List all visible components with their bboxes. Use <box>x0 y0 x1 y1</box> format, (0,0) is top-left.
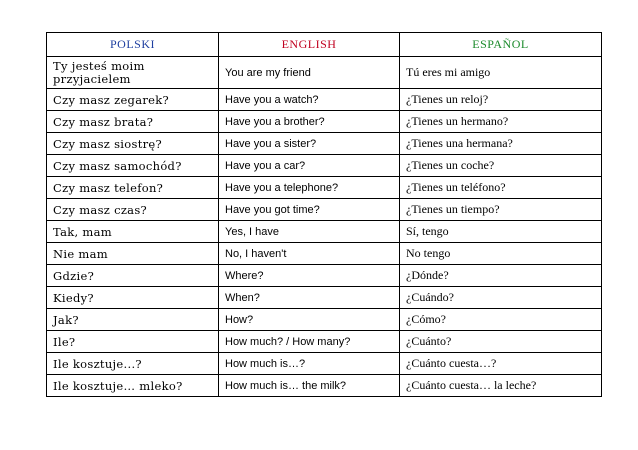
cell-english: No, I haven't <box>219 243 400 265</box>
table-row <box>47 265 602 287</box>
table-row <box>47 221 602 243</box>
cell-polski: Tak, mam <box>47 221 219 243</box>
table-row <box>47 89 602 111</box>
cell-polski: Czy masz siostrę? <box>47 133 219 155</box>
table-row <box>47 331 602 353</box>
cell-espanol: ¿Tienes un teléfono? <box>400 177 602 199</box>
cell-polski: Ty jesteś moim przyjacielem <box>47 57 219 89</box>
cell-espanol: ¿Tienes un tiempo? <box>400 199 602 221</box>
cell-english: Have you a sister? <box>219 133 400 155</box>
cell-polski: Ile? <box>47 331 219 353</box>
cell-polski: Czy masz telefon? <box>47 177 219 199</box>
cell-polski: Gdzie? <box>47 265 219 287</box>
cell-english: Where? <box>219 265 400 287</box>
table-row <box>47 309 602 331</box>
cell-espanol: ¿Tienes un hermano? <box>400 111 602 133</box>
table-row <box>47 177 602 199</box>
cell-espanol: ¿Cuándo? <box>400 287 602 309</box>
cell-polski: Jak? <box>47 309 219 331</box>
cell-polski: Czy masz zegarek? <box>47 89 219 111</box>
cell-espanol: ¿Dónde? <box>400 265 602 287</box>
cell-polski: Czy masz brata? <box>47 111 219 133</box>
cell-espanol: Tú eres mi amigo <box>400 57 602 89</box>
header-espanol: ESPAÑOL <box>400 33 602 57</box>
cell-english: How much is… the milk? <box>219 375 400 397</box>
cell-polski: Kiedy? <box>47 287 219 309</box>
cell-espanol: ¿Cuánto cuesta…? <box>400 353 602 375</box>
cell-polski: Ile kosztuje… mleko? <box>47 375 219 397</box>
cell-english: Have you a watch? <box>219 89 400 111</box>
cell-english: Yes, I have <box>219 221 400 243</box>
cell-english: Have you a car? <box>219 155 400 177</box>
table-row <box>47 155 602 177</box>
table-row <box>47 287 602 309</box>
cell-polski: Czy masz czas? <box>47 199 219 221</box>
cell-english: How much is…? <box>219 353 400 375</box>
table-row <box>47 199 602 221</box>
table-row <box>47 111 602 133</box>
phrase-table <box>46 32 602 397</box>
cell-espanol: ¿Tienes un coche? <box>400 155 602 177</box>
table-row <box>47 243 602 265</box>
cell-polski: Czy masz samochód? <box>47 155 219 177</box>
cell-espanol: No tengo <box>400 243 602 265</box>
cell-english: When? <box>219 287 400 309</box>
table-row <box>47 57 602 89</box>
cell-english: How? <box>219 309 400 331</box>
header-polski: POLSKI <box>47 33 219 57</box>
cell-english: How much? / How many? <box>219 331 400 353</box>
cell-espanol: Sí, tengo <box>400 221 602 243</box>
table-row <box>47 133 602 155</box>
cell-english: Have you a brother? <box>219 111 400 133</box>
header-english: ENGLISH <box>219 33 400 57</box>
cell-polski: Nie mam <box>47 243 219 265</box>
cell-polski: Ile kosztuje...? <box>47 353 219 375</box>
header-row <box>47 33 602 57</box>
cell-espanol: ¿Cuánto? <box>400 331 602 353</box>
cell-english: Have you a telephone? <box>219 177 400 199</box>
cell-english: Have you got time? <box>219 199 400 221</box>
cell-espanol: ¿Tienes una hermana? <box>400 133 602 155</box>
cell-espanol: ¿Cuánto cuesta… la leche? <box>400 375 602 397</box>
table-row <box>47 375 602 397</box>
cell-espanol: ¿Cómo? <box>400 309 602 331</box>
table-row <box>47 353 602 375</box>
cell-espanol: ¿Tienes un reloj? <box>400 89 602 111</box>
cell-english: You are my friend <box>219 57 400 89</box>
